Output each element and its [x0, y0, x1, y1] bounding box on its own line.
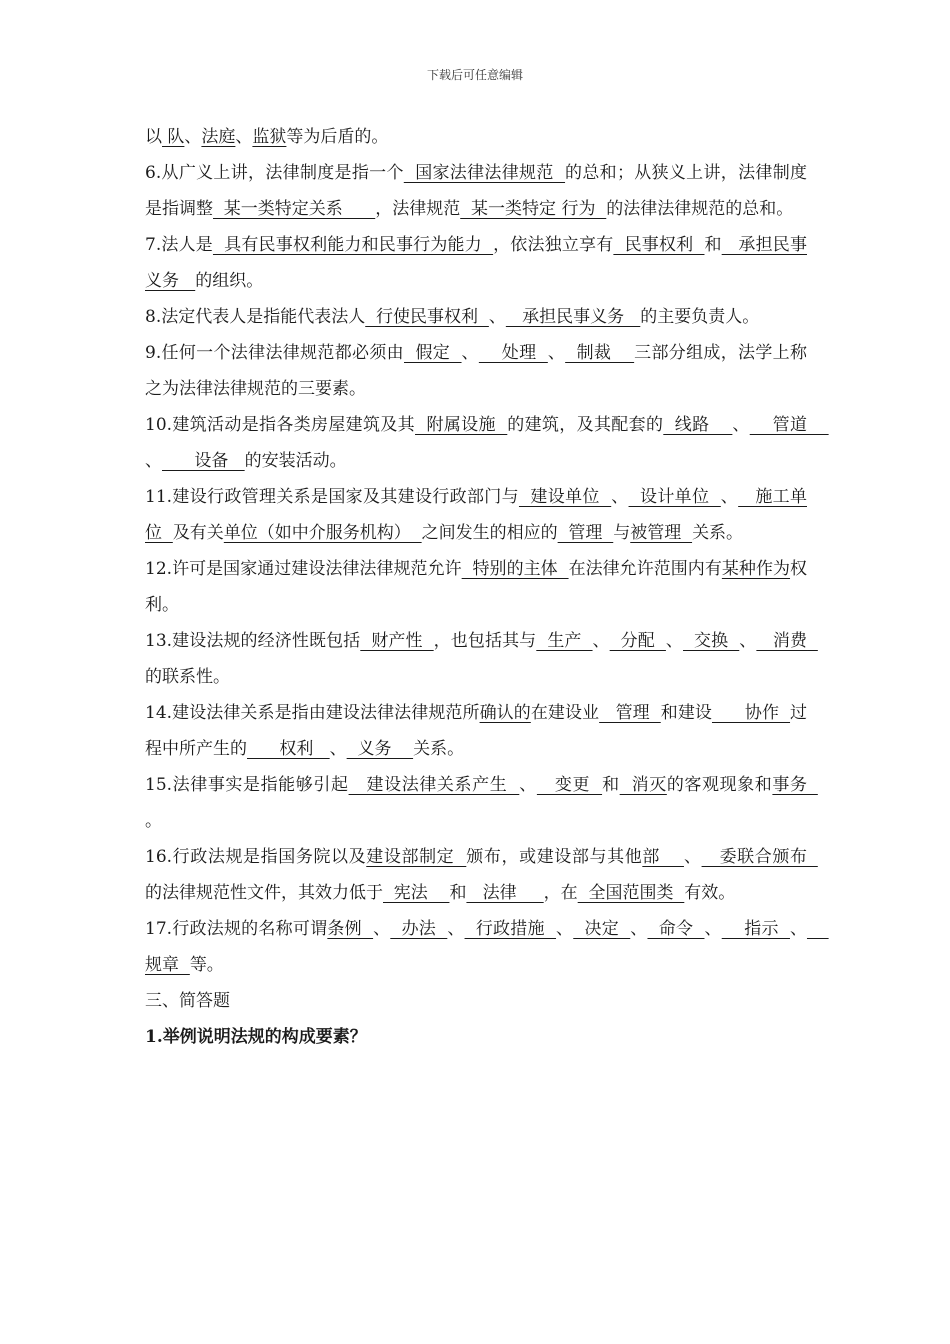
filled-blank: 某种作为: [721, 559, 791, 579]
filled-blank: 事务: [772, 775, 818, 795]
filled-blank: 单位（如中介服务机构）: [223, 523, 422, 543]
filled-blank: 规章: [145, 919, 829, 975]
filled-blank: 施工单位: [145, 487, 807, 543]
text-segment: 、: [488, 307, 506, 327]
paragraph: [145, 335, 807, 407]
text-segment: 与: [613, 523, 631, 543]
filled-blank: 命令: [647, 919, 705, 939]
text-segment: 14.建设法律关系是指由建设法律法律规范所: [145, 703, 480, 723]
filled-blank: 某一类特定 行为: [460, 199, 607, 219]
text-segment: 的客观现象和: [666, 775, 773, 795]
filled-blank: 建设部制定: [366, 847, 467, 867]
text-segment: 10.建筑活动是指各类房屋建筑及其: [145, 415, 416, 435]
filled-blank: 条例: [327, 919, 374, 939]
text-segment: 之间发生的相应的: [421, 523, 558, 543]
text-segment: 的联系性。: [145, 667, 230, 687]
filled-blank: 交换: [683, 631, 740, 651]
filled-blank: 被管理: [630, 523, 693, 543]
filled-blank: 部: [642, 847, 684, 867]
text-segment: 9.任何一个法律法律规范都必须由: [145, 343, 404, 363]
text-segment: 、: [556, 919, 574, 939]
paragraph: [145, 155, 807, 227]
filled-blank: 全国范围类: [577, 883, 685, 903]
filled-blank: 线路: [663, 415, 733, 435]
filled-blank: 承担民事义务: [505, 307, 641, 327]
paragraph: [145, 119, 807, 155]
text-segment: ，依法独立享有: [493, 235, 614, 255]
filled-blank: 建设法律关系产生: [348, 775, 520, 795]
text-segment: 和建设: [660, 703, 712, 723]
text-segment: 过程中所产生的: [145, 703, 808, 759]
filled-blank: 假定: [404, 343, 462, 363]
text-segment: 的主要负责人。: [640, 307, 760, 327]
question-text: 1.举例说明法规的构成要素？: [145, 1027, 367, 1047]
text-segment: 、: [547, 343, 566, 363]
filled-blank: 变更: [536, 775, 603, 795]
paragraph: [145, 479, 807, 551]
paragraph: [145, 623, 818, 695]
filled-blank: 承担民事义务: [145, 235, 807, 291]
paragraph: [145, 227, 807, 299]
filled-blank: 分配: [609, 631, 666, 651]
filled-blank: 监狱: [252, 127, 287, 147]
text-segment: 关系。: [692, 523, 744, 543]
text-segment: 、: [329, 739, 347, 759]
text-segment: 等。: [189, 955, 224, 975]
paragraph: [145, 911, 829, 983]
text-segment: 三部分组成，法学上称之为法律法律规范的三要素。: [145, 343, 807, 399]
filled-blank: 宪法: [383, 883, 450, 903]
filled-blank: 义务: [346, 739, 414, 759]
text-segment: 的安装活动。: [244, 451, 347, 471]
filled-blank: 行使民事权利: [365, 307, 489, 327]
filled-blank: 设备: [162, 451, 245, 471]
text-segment: 以: [145, 127, 162, 147]
text-segment: 的组织。: [195, 271, 264, 291]
text-segment: 、: [665, 631, 684, 651]
filled-blank: 管理: [557, 523, 614, 543]
text-segment: 三、简答题: [145, 991, 230, 1011]
filled-blank: 某一类特定关系: [213, 199, 376, 219]
text-segment: 、: [611, 487, 629, 507]
text-segment: 、: [739, 631, 757, 651]
filled-blank: 特别的主体: [461, 559, 569, 579]
paragraph: [145, 1019, 807, 1055]
filled-blank: 建设单位: [518, 487, 612, 507]
text-segment: 权利。: [145, 559, 808, 615]
text-segment: 、: [461, 343, 479, 363]
text-segment: 等为后盾的。: [286, 127, 389, 147]
filled-blank: 财产性: [360, 631, 434, 651]
filled-blank: 生产: [536, 631, 593, 651]
text-segment: 在法律允许范围内有: [568, 559, 722, 579]
filled-blank: 决定: [573, 919, 631, 939]
text-segment: 、: [720, 487, 739, 507]
filled-blank: 消灭: [619, 775, 667, 795]
paragraph: [145, 551, 807, 623]
paragraph: [145, 839, 818, 911]
filled-blank: 具有民事权利能力和民事行为能力: [212, 235, 494, 255]
text-segment: 关系。: [413, 739, 465, 759]
filled-blank: 确认的: [479, 703, 531, 723]
text-segment: 、: [519, 775, 537, 795]
filled-blank: 管道: [749, 415, 829, 435]
paragraph: [145, 407, 829, 479]
filled-blank: 队: [162, 127, 185, 147]
page-header: 下载后可任意编辑: [426, 68, 523, 82]
text-segment: 8.法定代表人是指能代表法人: [145, 307, 366, 327]
text-segment: 、: [184, 127, 202, 147]
filled-blank: 委联合颁布: [701, 847, 818, 867]
filled-blank: 国家法律法律规范: [403, 163, 566, 183]
filled-blank: 管理: [599, 703, 661, 723]
filled-blank: 行政措施: [464, 919, 557, 939]
text-segment: 、: [732, 415, 750, 435]
paragraph: [145, 983, 807, 1019]
filled-blank: 指示: [721, 919, 790, 939]
text-segment: 、: [704, 919, 722, 939]
paragraph: [145, 767, 818, 839]
filled-blank: 处理: [478, 343, 548, 363]
text-segment: 7.法人是: [145, 235, 213, 255]
text-segment: 16.行政法规是指国务院以及: [145, 847, 367, 867]
text-segment: ，法律规范: [375, 199, 461, 219]
text-segment: 13.建设法规的经济性既包括: [145, 631, 361, 651]
text-segment: 、: [145, 451, 162, 471]
paragraph: [145, 299, 807, 335]
filled-blank: 办法: [390, 919, 448, 939]
text-segment: 、: [447, 919, 465, 939]
text-segment: 在建设业: [530, 703, 600, 723]
text-segment: 6.从广义上讲，法律制度是指一个: [145, 163, 404, 183]
text-segment: 和: [602, 775, 620, 795]
text-segment: 11.建设行政管理关系是国家及其建设行政部门与: [145, 487, 519, 507]
filled-blank: 法庭: [201, 127, 236, 147]
document-body: [145, 119, 829, 1055]
text-segment: 、: [592, 631, 610, 651]
text-segment: ，也包括其与: [433, 631, 537, 651]
text-segment: 12.许可是国家通过建设法律法律规范允许: [145, 559, 462, 579]
text-segment: 和: [449, 883, 467, 903]
filled-blank: 设计单位: [628, 487, 721, 507]
filled-blank: 协作: [711, 703, 791, 723]
text-segment: 的法律规范性文件，其效力低于: [145, 883, 383, 903]
filled-blank: 消费: [756, 631, 818, 651]
filled-blank: 法律: [466, 883, 544, 903]
text-segment: 颁布，或建设部与其他: [466, 847, 643, 867]
paragraph: [145, 695, 807, 767]
text-segment: 17.行政法规的名称可谓: [145, 919, 328, 939]
text-segment: 的建筑，及其配套的: [507, 415, 664, 435]
text-segment: 、: [373, 919, 391, 939]
text-segment: ，在: [543, 883, 578, 903]
filled-blank: 制裁: [565, 343, 635, 363]
filled-blank: 权利: [247, 739, 330, 759]
text-segment: 和: [704, 235, 722, 255]
text-segment: 。: [145, 811, 162, 831]
text-segment: 、: [235, 127, 253, 147]
text-segment: 及有关: [172, 523, 224, 543]
text-segment: 有效。: [684, 883, 736, 903]
filled-blank: 民事权利: [613, 235, 705, 255]
text-segment: 的法律法律规范的总和。: [606, 199, 794, 219]
text-segment: 的总和；从狭义上讲，法律制度是指调整: [145, 163, 807, 219]
text-segment: 、: [683, 847, 702, 867]
text-segment: 、: [630, 919, 648, 939]
text-segment: 、: [789, 919, 807, 939]
text-segment: 15.法律事实是指能够引起: [145, 775, 349, 795]
filled-blank: 附属设施: [415, 415, 508, 435]
